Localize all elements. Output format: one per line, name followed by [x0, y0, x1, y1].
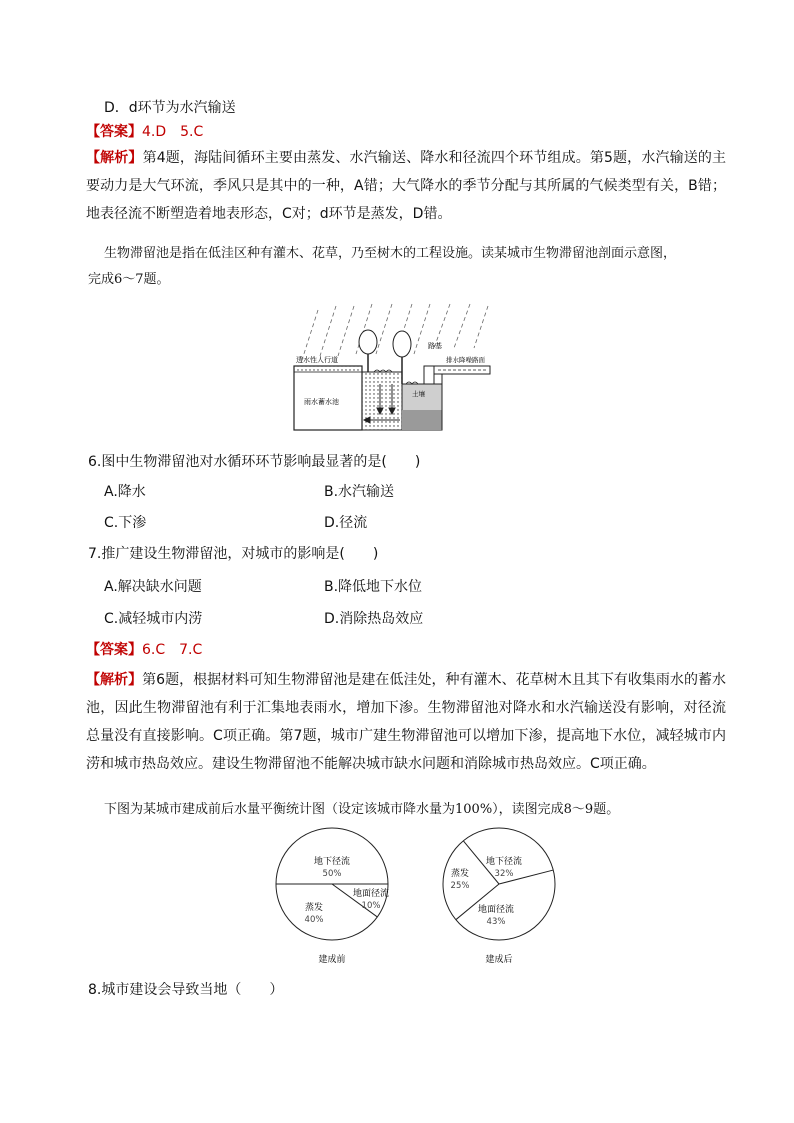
chart-intro: 下图为某城市建成前后水量平衡统计图（设定该城市降水量为100%），读图完成8～9题。 — [104, 802, 620, 817]
q7-option-a: A.解决缺水问题 — [104, 579, 202, 595]
answer-line — [86, 122, 203, 142]
deep-soil — [402, 410, 442, 430]
road-surface — [434, 366, 490, 374]
analysis-text: 第6题，根据材料可知生物滞留池是建在低洼处，种有灌木、花草树木且其下有收集雨水的蓄水池，因此生物滞留池有利于汇集地表雨水，增加下渗。生物滞留池对降水和水汽输送没有影响，对径流总量没有直接影响。C项正确。第7题，城市广建生物滞留池可以增加下渗，提高地下水位，减轻城市内涝和城市热岛效应。建设生物滞留池不能解决城市缺水问题和消除城市热岛效应。C项正确。 — [86, 672, 727, 772]
pie-category-label: 蒸发 — [450, 869, 470, 879]
answer-text: 4.D 5.C — [142, 124, 204, 140]
option-d-q5: D．d环节为水汽输送 — [104, 100, 236, 116]
label-curb: 路基 — [428, 342, 442, 350]
q6-option-b: B.水汽输送 — [324, 484, 395, 500]
pie-value-label: 10% — [361, 901, 381, 911]
pie-title: 建成后 — [485, 955, 513, 965]
pie-category-label: 地下径流 — [485, 857, 523, 867]
answer-line-2 — [86, 640, 202, 660]
material-intro-cont: 完成6～7题。 — [88, 272, 170, 287]
pie-value-label: 25% — [450, 881, 470, 891]
label-road: 排水降噪路面 — [446, 356, 485, 364]
q6-option-c: C.下渗 — [104, 515, 147, 531]
analysis-tag: 【解析】 — [86, 672, 143, 688]
question-8-stem: 8.城市建设会导致当地（ ） — [88, 982, 284, 998]
label-tank: 雨水蓄水池 — [304, 398, 339, 406]
q7-option-d: D.消除热岛效应 — [324, 611, 424, 627]
pie-value-label: 32% — [494, 869, 514, 879]
analysis-text: 第4题，海陆间循环主要由蒸发、水汽输送、降水和径流四个环节组成。第5题，水汽输送的主要动力是大气环流，季风只是其中的一种，A错；大气降水的季节分配与其所属的气候类型有关，B错；地表径流不断塑造着地表形态，C对；d环节是蒸发，D错。 — [86, 150, 727, 222]
q6-option-a: A.降水 — [104, 484, 146, 500]
water-balance-charts — [270, 826, 570, 968]
material-intro: 生物滞留池是指在低洼区种有灌木、花草，乃至树木的工程设施。读某城市生物滞留池剖面示意图， — [104, 246, 677, 261]
label-soil: 土壤 — [412, 390, 425, 398]
pie-value-label: 50% — [322, 869, 342, 879]
q7-option-b: B.降低地下水位 — [324, 579, 423, 595]
label-sidewalk: 透水性人行道 — [296, 356, 338, 364]
analysis-tag: 【解析】 — [86, 150, 143, 166]
answer-tag: 【答案】 — [86, 124, 142, 140]
pie-category-label: 地面径流 — [352, 889, 390, 899]
pie-category-label: 地面径流 — [477, 905, 515, 915]
pie-category-label: 蒸发 — [304, 903, 324, 913]
bioretention-diagram — [288, 300, 498, 432]
question-7-stem: 7.推广建设生物滞留池，对城市的影响是( ) — [88, 546, 379, 562]
pie-category-label: 地下径流 — [313, 857, 351, 867]
curb — [424, 366, 434, 384]
analysis-paragraph — [86, 144, 726, 228]
answer-tag: 【答案】 — [86, 642, 142, 658]
pie-title: 建成前 — [318, 955, 346, 965]
answer-text: 6.C 7.C — [142, 642, 203, 658]
pie-value-label: 40% — [304, 915, 324, 925]
permeable-sidewalk — [294, 366, 362, 372]
analysis-paragraph-2 — [86, 666, 726, 778]
q7-option-c: C.减轻城市内涝 — [104, 611, 203, 627]
pie-value-label: 43% — [486, 917, 506, 927]
q6-option-d: D.径流 — [324, 515, 368, 531]
question-6-stem: 6.图中生物滞留池对水循环环节影响最显著的是( ) — [88, 454, 421, 470]
